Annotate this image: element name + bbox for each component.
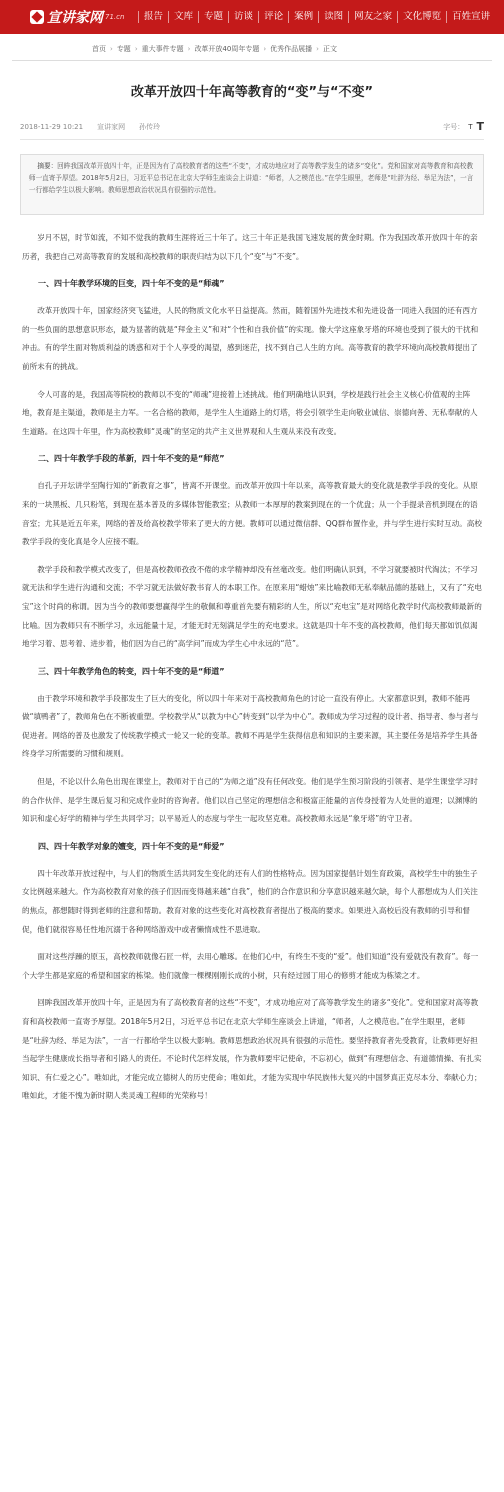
- section-heading: 四、四十年教学对象的嬗变，四十年不变的是“师爱”: [38, 841, 225, 851]
- section-heading: 二、四十年教学手段的革新，四十年不变的是“师范”: [38, 454, 225, 464]
- article-source: 宣讲家网: [97, 122, 126, 131]
- nav-item[interactable]: 网友之家: [348, 11, 397, 23]
- abstract-text: 回眸我国改革开放四十年，正是因为有了高校教育者的这些“不变”，才成功地应对了高等教学发生的诸多“变化”。党和国家对高等教育和高校教师一直寄予厚望。2018年5月2日，习近平总书记在北京大学师生座谈会上讲道：“师者，人之模范也。”在学生眼里，老师是“吐辞为经、举足为法”，一言一行都给学生以极大影响。教师思想政治状况具有很强的示范性。: [29, 162, 474, 194]
- nav-item[interactable]: 读图: [318, 11, 348, 23]
- breadcrumb-link[interactable]: 专题: [116, 45, 131, 53]
- article-meta: [20, 120, 484, 140]
- top-navigation-bar: [0, 0, 504, 34]
- paragraph: 令人可喜的是，我国高等院校的教师以不变的“师魂”迎接着上述挑战。他们明确地认识到，学校是践行社会主义核心价值观的主阵地，教育是主渠道，教师是主力军。一名合格的教师，是学生人生道路上的灯塔，将会引领学生走向敬业诚信、崇德向善、无私奉献的人生道路。在这四十年里，作为高校教师“灵魂”的坚定的共产主义世界观和人生观从来没有改变。: [22, 389, 478, 436]
- paragraph: 但是，不论以什么角色出现在课堂上，教师对于自己的“为师之道”没有任何改变。他们是学生预习阶段的引领者、是学生课堂学习时的合作伙伴、是学生课后复习和完成作业时的咨询者。他们以自己坚定的理想信念和极富正能量的言传身授着为人处世的道理；以渊博的知识和虚心好学的精神与学生共同学习；以平易近人的态度与学生一起攻坚克难。高校教师永远是“象牙塔”的守卫者。: [22, 777, 478, 824]
- nav-item[interactable]: 报告: [138, 11, 168, 23]
- paragraph: 岁月不居，时节如流，不知不觉我的教师生涯将近三十年了。这三十年正是我国飞速发展的黄金时期。作为我国改革开放四十年的亲历者，我把自己对高等教育的发展和高校教师的职责归结为以下几个“变”与“不变”。: [22, 233, 478, 261]
- paragraph: 回眸我国改革开放四十年，正是因为有了高校教育者的这些“不变”，才成功地应对了高等教学发生的诸多“变化”。党和国家对高等教育和高校教师一直寄予厚望。2018年5月2日，习近平总书记在北京大学师生座谈会上讲道，“师者，人之模范也。”在学生眼里，老师是“吐辞为经、举足为法”，一言一行都给学生以极大影响。教师思想政治状况具有很强的示范性。要坚持教育者先受教育，让教师更好担当起学生健康成长指导者和引路人的责任。不论时代怎样发展，作为教师要牢记使命，不忘初心，做到“有理想信念、有道德情操、有扎实知识、有仁爱之心”。唯如此，才能完成立德树人的历史使命；唯如此，才能为实现中华民族伟大复兴的中国梦真正克尽本分、奉献心力；唯如此，才能不愧为新时期人类灵魂工程师的光荣称号！: [22, 998, 482, 1101]
- article-abstract: [20, 154, 484, 215]
- nav-item[interactable]: 文库: [168, 11, 198, 23]
- publish-date: 2018-11-29 10:21: [20, 122, 84, 131]
- site-logo[interactable]: [0, 7, 138, 27]
- breadcrumb-link[interactable]: 改革开放40周年专题: [194, 45, 260, 53]
- breadcrumb: [12, 38, 492, 61]
- nav-item[interactable]: 案例: [288, 11, 318, 23]
- paragraph: 自孔子开坛讲学至陶行知的“新教育之事”，皆离不开课堂。而改革开放四十年以来，高等教育最大的变化就是教学手段的变化。从原来的一块黑板、几只粉笔，到现在基本普及的多媒体智能教室；从教师一本厚厚的教案到现在的一个优盘；从一个手提录音机到现在的语音室；尤其是近五年来，网络的普及给高校教学带来了更大的方便。教师可以通过微信群、QQ群布置作业，并与学生进行实时互动。高校教学手段的变化真是令人应接不暇。: [22, 481, 482, 547]
- section-heading: 一、四十年教学环境的巨变，四十年不变的是“师魂”: [38, 279, 225, 289]
- paragraph: 四十年改革开放过程中，与人们的物质生活共同发生变化的还有人们的性格特点。因为国家提倡计划生育政策，高校学生中的独生子女比例越来越大。作为高校教育对象的孩子们因而变得越来越“自我”，他们的合作意识和分享意识越来越欠缺，每个人都想成为人们关注的焦点，都想随时得到老师的注意和帮助。教育对象的这些变化对高校教育者提出了极高的要求。如果进入高校后没有教师的引导和督促，他们就很容易任性地沉溺于各种网络游戏中或者懒惰成性不思进取。: [22, 868, 478, 934]
- paragraph: 教学手段和教学模式改变了，但是高校教师孜孜不倦的求学精神却没有丝毫改变。他们明确认识到，不学习就要被时代淘汰；不学习就无法和学生进行沟通和交流；不学习就无法做好教书育人的本职工作。在原来用“蜡烛”来比喻教师无私奉献品德的基础上，又有了“充电宝”这个时尚的称谓。因为当今的教师要想赢得学生的敬佩和尊重首先要有精彩的人生，所以“充电宝”是对网络化教学时代高校教师最新的比喻。因为教师只有不断学习，永远能量十足，才能无时无刻满足学生的充电要求。这就是四十年不变的高校教师，他们每天都如饥似渴地学习着、思考着、进步着，他们因为自己的“高学问”而成为学生心中永远的“范”。: [22, 564, 482, 649]
- logo-text: 宣讲家网: [47, 10, 103, 26]
- breadcrumb-link[interactable]: 首页: [92, 45, 106, 53]
- font-size-label: 字号：: [443, 122, 465, 131]
- breadcrumb-link[interactable]: 重大事件专题: [141, 45, 184, 53]
- paragraph: 改革开放四十年，国家经济突飞猛进，人民的物质文化水平日益提高。然而，随着国外先进技术和先进设备一同进入我国的还有西方的一些负面的思想意识形态，最为显著的就是“拜金主义”和对“个性和自我价值”的实现。像大学这座象牙塔的环境也受到了很大的干扰和冲击。有的学生面对物质利益的诱惑和对于个人享受的渴望，感到迷茫，找不到自己人生的方向。高等教育的教学环境向高校教师提出了前所未有的挑战。: [22, 306, 479, 371]
- paragraph: 面对这些浮躁的原玉，高校教师就像石匠一样，去用心雕琢。在他们心中，有终生不变的“爱”。他们知道“没有爱就没有教育”。每一个大学生都是家庭的希望和国家的栋梁。他们就像一棵棵刚刚长成的小树，只有经过园丁用心的修剪才能成为栋梁之才。: [22, 952, 479, 980]
- font-large-button[interactable]: T: [476, 120, 484, 133]
- article-author: 孙传玲: [139, 122, 161, 131]
- section-heading: 三、四十年教学角色的转变，四十年不变的是“师道”: [38, 666, 225, 676]
- nav-item[interactable]: 百姓宣讲: [446, 11, 495, 23]
- nav-item[interactable]: 访谈: [228, 11, 258, 23]
- breadcrumb-current: 正文: [322, 45, 337, 53]
- abstract-label: 摘要：: [37, 162, 58, 170]
- paragraph: 由于教学环境和教学手段都发生了巨大的变化，所以四十年来对于高校教师角色的讨论一直没有停止。大家都意识到，教师不能再做“填鸭者”了，教师角色在不断被重塑。学校教学从“以教为中心”转变到“以学为中心”。教师成为学习过程的设计者、指导者、参与者与促进者。网络的普及也激发了传统教学模式一轮又一轮的变革。教师不再是学生获得信息和知识的主要来源，其主要任务是培养学生具备终身学习所需要的习惯和规则。: [22, 693, 479, 759]
- article-title: 改革开放四十年高等教育的“变”与“不变”: [130, 85, 374, 100]
- article-body: [22, 229, 482, 1106]
- font-small-button[interactable]: T: [468, 122, 473, 131]
- nav-item[interactable]: 评论: [258, 11, 288, 23]
- nav-item[interactable]: 专题: [198, 11, 228, 23]
- breadcrumb-separator-icon: ›: [110, 45, 113, 53]
- logo-icon: [30, 10, 44, 24]
- nav-item[interactable]: 文化博览: [397, 11, 446, 23]
- breadcrumb-separator-icon: ›: [134, 45, 138, 53]
- breadcrumb-separator-icon: ›: [263, 45, 267, 53]
- breadcrumb-link[interactable]: 优秀作品展播: [270, 45, 313, 53]
- breadcrumb-separator-icon: ›: [187, 45, 191, 53]
- logo-domain: 71.cn: [105, 13, 125, 21]
- main-nav: [138, 11, 504, 23]
- breadcrumb-separator-icon: ›: [316, 45, 319, 53]
